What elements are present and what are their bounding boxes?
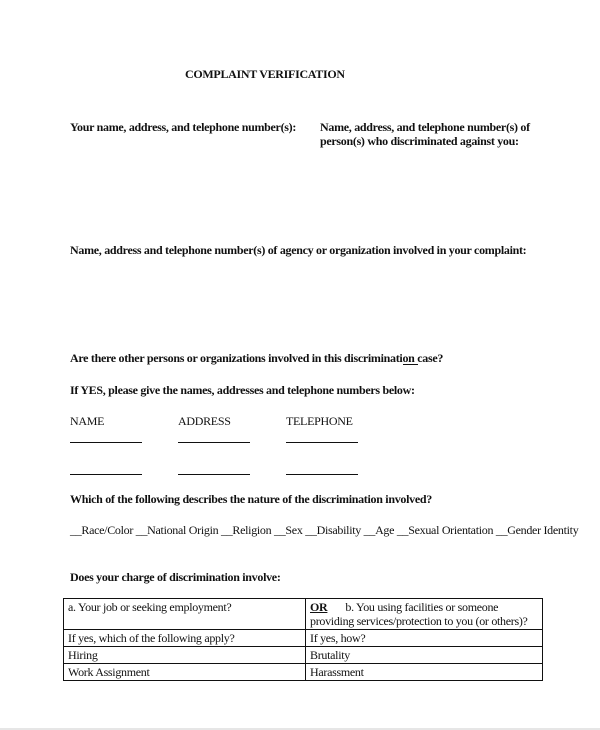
table-row: [64, 630, 543, 647]
charge-table: [63, 598, 543, 681]
table-cell: If yes, which of the following apply?: [64, 630, 306, 647]
other-persons-question: Are there other persons or organizations involved in this discrimination case?: [70, 351, 444, 365]
or-label: OR: [310, 600, 328, 614]
your-info-label: Your name, address, and telephone number(s):: [70, 120, 297, 134]
column-telephone: TELEPHONE: [286, 414, 353, 428]
if-yes-label: If YES, please give the names, addresses and telephone numbers below:: [70, 383, 415, 397]
table-cell: Harassment: [306, 664, 543, 681]
name-blank[interactable]: [70, 442, 142, 443]
option-a: a. Your job or seeking employment?: [64, 599, 306, 630]
table-row: [64, 599, 543, 630]
table-cell: Work Assignment: [64, 664, 306, 681]
address-blank[interactable]: [178, 474, 250, 475]
discriminator-label-line2: person(s) who discriminated against you:: [320, 134, 519, 148]
discriminator-label-line1: Name, address, and telephone number(s) of: [320, 120, 530, 134]
column-address: ADDRESS: [178, 414, 231, 428]
charge-question: Does your charge of discrimination involve:: [70, 570, 281, 584]
table-cell: Hiring: [64, 647, 306, 664]
telephone-blank[interactable]: [286, 474, 358, 475]
discrimination-options[interactable]: __Race/Color __National Origin __Religion __Sex __Disability __Age __Sexual Orientation __Gender Identity: [70, 523, 579, 537]
option-b: [306, 599, 543, 630]
option-b-text: b. You using facilities or someone providing services/protection to you (or others)?: [310, 600, 528, 628]
column-name: NAME: [70, 414, 105, 428]
table-cell: If yes, how?: [306, 630, 543, 647]
address-blank[interactable]: [178, 442, 250, 443]
table-cell: Brutality: [306, 647, 543, 664]
answer-blank[interactable]: [403, 364, 418, 365]
agency-label: Name, address and telephone number(s) of agency or organization involved in your complaint:: [70, 243, 527, 257]
nature-question: Which of the following describes the nature of the discrimination involved?: [70, 492, 432, 506]
page-title: COMPLAINT VERIFICATION: [185, 67, 345, 81]
table-row: [64, 664, 543, 681]
table-row: [64, 647, 543, 664]
telephone-blank[interactable]: [286, 442, 358, 443]
name-blank[interactable]: [70, 474, 142, 475]
